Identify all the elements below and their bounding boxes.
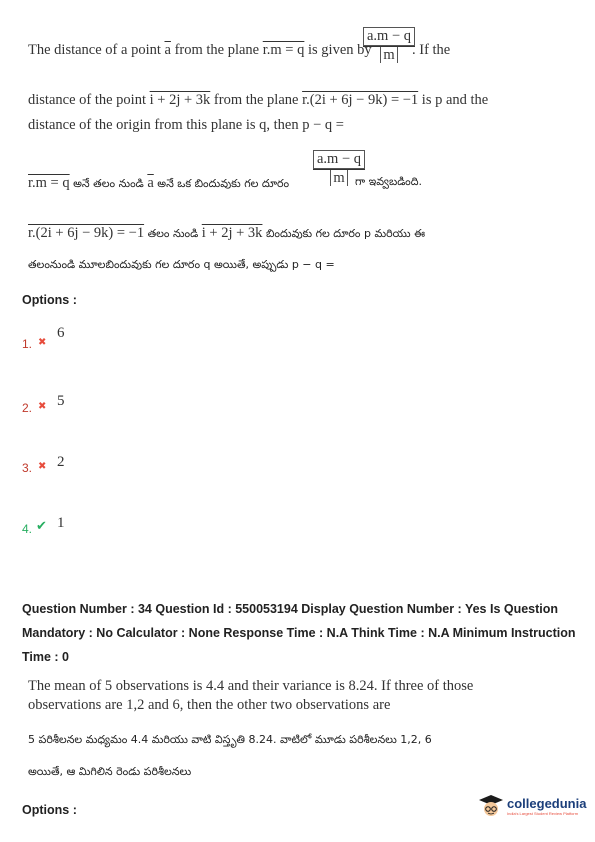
text: అనే ఒక బిందువుకు గల దూరం [157,177,290,190]
collegedunia-logo[interactable] [478,793,586,819]
q34-options-title: Options : [22,803,77,817]
plane-equation: r.m = q [28,175,70,191]
option-number: 2. [22,401,33,415]
vector-a: $\overline{a}$ [147,175,154,191]
q34-meta-line-2: Mandatory : No Calculator : None Response Time : N.A Think Time : N.A Minimum Instruction [22,626,576,640]
q33-english-line-1 [28,42,372,59]
text: అనే తలం నుండి [73,177,144,190]
q34-english-line-2: observations are 1,2 and 6, then the other two observations are [28,697,391,713]
option-value: 6 [57,325,65,341]
distance-formula [363,27,415,64]
text: distance of the point [28,92,146,108]
option-number: 3. [22,461,33,475]
q33-english-line-1-end: . If the [412,42,451,58]
plane-equation: r.(2i + 6j − 9k) = −1 [302,92,419,108]
vector-a: $\overline{a}$ [164,42,171,58]
option-number: 1. [22,337,33,351]
q34-english-line-1: The mean of 5 observations is 4.4 and their variance is 8.24. If three of those [28,678,474,694]
text: బిందువుకు గల దూరం p మరియు ఈ [265,227,426,240]
q33-telugu-line-2 [28,225,425,243]
q34-telugu-line-1: 5 పరిశీలనల మధ్యమం 4.4 మరియు వాటి విస్తృతి 8.24. వాటిలో మూడు పరిశీలనలు 1,2, 6 [28,733,432,746]
option-value: 5 [57,393,65,409]
formula-denominator: m [380,47,397,63]
text: The distance of a point [28,42,161,58]
text: from the plane [174,42,260,58]
student-mascot-icon [478,793,504,819]
logo-tagline: India's Largest Student Review Platform [507,811,579,816]
formula-denominator: m [330,170,347,186]
text: from the plane [213,92,299,108]
q33-telugu-line-1 [28,175,289,193]
plane-equation: r.(2i + 6j − 9k) = −1 [28,225,145,241]
formula-numerator: a.m − q [313,150,365,169]
q33-telugu-line-1-end: గా ఇవ్వబడింది. [355,175,423,188]
q33-english-line-3: distance of the origin from this plane is q, then p − q = [28,117,344,133]
text: is p and the [421,92,489,108]
text: is given by [308,42,372,58]
option-value: 2 [57,454,65,470]
option-value: 1 [57,515,65,531]
cross-icon: ✖ [38,337,47,348]
point-vector: i + 2j + 3k [201,225,263,241]
checkmark-icon: ✔ [36,519,47,534]
q34-telugu-line-2: అయితే, ఆ మిగిలిన రెండు పరిశీలనలు [28,765,192,778]
option-number: 4. [22,522,33,536]
plane-equation: r.m = q [262,42,305,58]
q33-telugu-line-3: తలంనుండి మూలబిందువుకు గల దూరం q అయితే, అప్పుడు p − q = [28,258,335,271]
q34-meta-line-3: Time : 0 [22,650,70,664]
text: తలం నుండి [147,227,199,240]
cross-icon: ✖ [38,461,47,472]
q33-english-line-2 [28,92,488,109]
cross-icon: ✖ [38,401,47,412]
point-vector: i + 2j + 3k [149,92,211,108]
logo-name: collegedunia [507,796,587,811]
q34-meta-line-1: Question Number : 34 Question Id : 550053194 Display Question Number : Yes Is Question [22,602,559,616]
options-title: Options : [22,293,77,307]
formula-numerator: a.m − q [363,27,415,46]
